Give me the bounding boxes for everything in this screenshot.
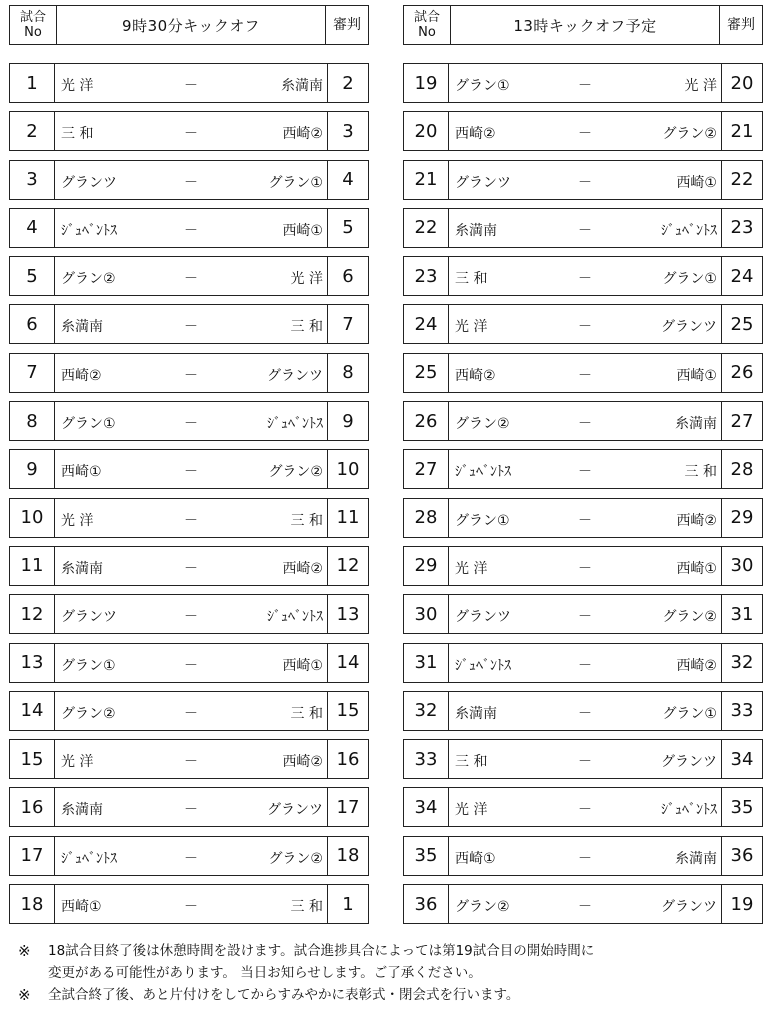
referee-assignment: 26 <box>721 353 763 393</box>
away-team: 糸満南 <box>281 78 323 94</box>
away-team: 西崎① <box>676 560 717 577</box>
referee-assignment: 9 <box>327 401 369 441</box>
match-row <box>9 160 369 200</box>
vs-separator: － <box>184 512 198 529</box>
home-team: グランツ <box>455 174 511 191</box>
match-number: 8 <box>9 401 55 441</box>
match-number: 13 <box>9 643 55 683</box>
home-team: 糸満南 <box>455 705 497 722</box>
home-team: 糸満南 <box>455 222 497 239</box>
vs-separator: － <box>184 464 198 481</box>
vs-separator: － <box>184 850 198 867</box>
away-team: ｼﾞｭﾍﾞﾝﾄｽ <box>661 222 717 239</box>
home-team: 西崎① <box>455 850 496 867</box>
vs-separator: － <box>578 416 592 433</box>
vs-separator: － <box>578 609 592 626</box>
note-mark: ※ <box>18 942 31 960</box>
vs-separator: － <box>184 899 198 916</box>
match-number: 19 <box>403 63 449 103</box>
match-number: 34 <box>403 787 449 827</box>
morning-schedule <box>9 5 369 916</box>
match-teams <box>55 449 327 489</box>
referee-assignment: 7 <box>327 304 369 344</box>
kickoff-title: 9時30分キックオフ <box>57 5 325 45</box>
away-team: 西崎② <box>282 754 323 771</box>
home-team: 三 和 <box>455 271 488 288</box>
home-team: 西崎② <box>61 367 102 384</box>
home-team: 光 洋 <box>455 802 488 819</box>
home-team: 光 洋 <box>455 319 488 336</box>
match-row <box>9 691 369 731</box>
match-row <box>403 739 763 779</box>
vs-separator: － <box>184 222 198 239</box>
match-number: 16 <box>9 787 55 827</box>
referee-assignment: 6 <box>327 256 369 296</box>
referee-assignment: 29 <box>721 498 763 538</box>
match-row <box>403 111 763 151</box>
match-teams <box>449 643 721 683</box>
match-no-header: 試合 No <box>9 5 57 45</box>
match-number: 3 <box>9 160 55 200</box>
match-teams <box>449 787 721 827</box>
match-row <box>403 160 763 200</box>
away-team: 西崎② <box>282 126 323 143</box>
home-team: グラン② <box>455 899 510 916</box>
home-team: 糸満南 <box>61 560 103 577</box>
note-text: 18試合目終了後は休憩時間を設けます。試合進捗具合によっては第19試合目の開始時間に <box>48 943 595 959</box>
home-team: 光 洋 <box>61 754 94 771</box>
match-row <box>403 594 763 634</box>
match-no-header: 試合 No <box>403 5 451 45</box>
vs-separator: － <box>578 271 592 288</box>
vs-separator: － <box>578 754 592 771</box>
match-teams <box>449 594 721 634</box>
match-row <box>403 498 763 538</box>
referee-assignment: 23 <box>721 208 763 248</box>
away-team: 西崎② <box>676 512 717 529</box>
home-team: グランツ <box>61 174 117 191</box>
match-row <box>9 498 369 538</box>
vs-separator: － <box>578 174 592 191</box>
home-team: 西崎② <box>455 367 496 384</box>
note-text: 変更がある可能性があります。 当日お知らせします。ご了承ください。 <box>48 965 482 981</box>
away-team: グランツ <box>661 754 717 771</box>
away-team: 三 和 <box>684 464 717 481</box>
away-team: 西崎② <box>676 657 717 674</box>
match-number: 21 <box>403 160 449 200</box>
note-break-time <box>18 940 758 984</box>
referee-assignment: 4 <box>327 160 369 200</box>
away-team: グラン① <box>662 271 717 288</box>
referee-assignment: 1 <box>327 884 369 924</box>
match-row <box>403 304 763 344</box>
note-ceremony <box>18 984 758 1006</box>
referee-assignment: 3 <box>327 111 369 151</box>
match-number: 9 <box>9 449 55 489</box>
match-number: 4 <box>9 208 55 248</box>
referee-assignment: 5 <box>327 208 369 248</box>
match-teams <box>55 401 327 441</box>
match-number: 15 <box>9 739 55 779</box>
match-row <box>9 401 369 441</box>
referee-assignment: 10 <box>327 449 369 489</box>
referee-assignment: 18 <box>327 836 369 876</box>
referee-assignment: 13 <box>327 594 369 634</box>
match-row <box>403 353 763 393</box>
vs-separator: － <box>578 899 592 916</box>
away-team: グラン② <box>268 850 323 867</box>
match-teams <box>55 643 327 683</box>
vs-separator: － <box>578 464 592 481</box>
referee-assignment: 16 <box>327 739 369 779</box>
referee-assignment: 2 <box>327 63 369 103</box>
match-row <box>403 884 763 924</box>
referee-header: 審判 <box>719 5 763 45</box>
match-number: 20 <box>403 111 449 151</box>
match-teams <box>55 63 327 103</box>
home-team: グランツ <box>61 609 117 626</box>
match-number: 28 <box>403 498 449 538</box>
vs-separator: － <box>578 78 592 94</box>
match-teams <box>449 111 721 151</box>
schedule-header <box>403 5 763 47</box>
away-team: ｼﾞｭﾍﾞﾝﾄｽ <box>267 609 323 626</box>
match-row <box>9 643 369 683</box>
away-team: 西崎① <box>282 657 323 674</box>
match-row <box>403 691 763 731</box>
match-row <box>9 353 369 393</box>
home-team: 西崎① <box>61 899 102 916</box>
vs-separator: － <box>184 78 198 94</box>
match-row <box>403 836 763 876</box>
schedule-header <box>9 5 369 47</box>
vs-separator: － <box>184 126 198 143</box>
home-team: 西崎① <box>61 464 102 481</box>
match-list <box>403 63 763 932</box>
referee-assignment: 20 <box>721 63 763 103</box>
away-team: グランツ <box>661 899 717 916</box>
referee-assignment: 31 <box>721 594 763 634</box>
match-teams <box>449 691 721 731</box>
match-row <box>9 884 369 924</box>
away-team: グランツ <box>661 319 717 336</box>
referee-header: 審判 <box>325 5 369 45</box>
home-team: 糸満南 <box>61 319 103 336</box>
match-number: 29 <box>403 546 449 586</box>
match-number: 33 <box>403 739 449 779</box>
away-team: ｼﾞｭﾍﾞﾝﾄｽ <box>267 416 323 433</box>
match-teams <box>55 691 327 731</box>
match-number: 11 <box>9 546 55 586</box>
referee-assignment: 19 <box>721 884 763 924</box>
vs-separator: － <box>184 174 198 191</box>
away-team: 西崎① <box>282 222 323 239</box>
home-team: ｼﾞｭﾍﾞﾝﾄｽ <box>61 222 117 239</box>
match-number: 12 <box>9 594 55 634</box>
match-row <box>403 63 763 103</box>
referee-assignment: 30 <box>721 546 763 586</box>
away-team: グラン② <box>662 126 717 143</box>
referee-assignment: 28 <box>721 449 763 489</box>
match-number: 18 <box>9 884 55 924</box>
vs-separator: － <box>578 126 592 143</box>
match-number: 2 <box>9 111 55 151</box>
away-team: グランツ <box>267 802 323 819</box>
match-teams <box>55 256 327 296</box>
match-number: 26 <box>403 401 449 441</box>
away-team: 三 和 <box>290 899 323 916</box>
match-teams <box>449 401 721 441</box>
vs-separator: － <box>184 271 198 288</box>
referee-assignment: 11 <box>327 498 369 538</box>
vs-separator: － <box>578 657 592 674</box>
match-row <box>9 546 369 586</box>
home-team: 西崎② <box>455 126 496 143</box>
notes <box>18 940 758 1006</box>
home-team: ｼﾞｭﾍﾞﾝﾄｽ <box>455 464 511 481</box>
match-number: 17 <box>9 836 55 876</box>
match-row <box>403 256 763 296</box>
match-teams <box>55 594 327 634</box>
home-team: 三 和 <box>455 754 488 771</box>
away-team: グラン① <box>662 705 717 722</box>
away-team: グランツ <box>267 367 323 384</box>
match-number: 30 <box>403 594 449 634</box>
home-team: 糸満南 <box>61 802 103 819</box>
afternoon-schedule <box>403 5 763 916</box>
match-number: 36 <box>403 884 449 924</box>
match-teams <box>449 353 721 393</box>
match-teams <box>55 546 327 586</box>
match-number: 1 <box>9 63 55 103</box>
match-row <box>403 401 763 441</box>
match-number: 7 <box>9 353 55 393</box>
away-team: 西崎① <box>676 367 717 384</box>
home-team: グランツ <box>455 609 511 626</box>
referee-assignment: 21 <box>721 111 763 151</box>
away-team: グラン① <box>268 174 323 191</box>
match-teams <box>55 304 327 344</box>
away-team: 西崎① <box>676 174 717 191</box>
match-teams <box>449 304 721 344</box>
vs-separator: － <box>184 560 198 577</box>
match-row <box>403 546 763 586</box>
home-team: グラン② <box>61 705 116 722</box>
match-row <box>9 304 369 344</box>
referee-assignment: 14 <box>327 643 369 683</box>
vs-separator: － <box>578 560 592 577</box>
match-number: 22 <box>403 208 449 248</box>
referee-assignment: 15 <box>327 691 369 731</box>
match-row <box>403 449 763 489</box>
match-row <box>9 111 369 151</box>
vs-separator: － <box>578 222 592 239</box>
home-team: 三 和 <box>61 126 94 143</box>
match-teams <box>55 787 327 827</box>
home-team: グラン① <box>455 512 510 529</box>
match-teams <box>55 160 327 200</box>
vs-separator: － <box>578 705 592 722</box>
vs-separator: － <box>184 367 198 384</box>
match-teams <box>55 836 327 876</box>
vs-separator: － <box>578 850 592 867</box>
match-row <box>403 208 763 248</box>
vs-separator: － <box>578 512 592 529</box>
home-team: グラン② <box>455 416 510 433</box>
referee-assignment: 24 <box>721 256 763 296</box>
vs-separator: － <box>184 802 198 819</box>
match-row <box>9 787 369 827</box>
home-team: 光 洋 <box>61 78 94 94</box>
referee-assignment: 33 <box>721 691 763 731</box>
vs-separator: － <box>578 319 592 336</box>
match-teams <box>449 884 721 924</box>
away-team: 光 洋 <box>684 78 717 94</box>
match-row <box>9 208 369 248</box>
match-row <box>403 787 763 827</box>
away-team: グラン② <box>268 464 323 481</box>
home-team: グラン① <box>61 416 116 433</box>
match-teams <box>449 208 721 248</box>
match-number: 31 <box>403 643 449 683</box>
vs-separator: － <box>578 802 592 819</box>
referee-assignment: 35 <box>721 787 763 827</box>
match-row <box>9 256 369 296</box>
home-team: ｼﾞｭﾍﾞﾝﾄｽ <box>455 657 511 674</box>
match-number: 32 <box>403 691 449 731</box>
match-number: 24 <box>403 304 449 344</box>
home-team: グラン② <box>61 271 116 288</box>
referee-assignment: 32 <box>721 643 763 683</box>
match-teams <box>449 449 721 489</box>
match-number: 5 <box>9 256 55 296</box>
match-number: 27 <box>403 449 449 489</box>
match-teams <box>55 353 327 393</box>
match-row <box>9 739 369 779</box>
match-teams <box>55 498 327 538</box>
match-row <box>403 643 763 683</box>
match-row <box>9 63 369 103</box>
match-teams <box>55 884 327 924</box>
vs-separator: － <box>184 319 198 336</box>
referee-assignment: 36 <box>721 836 763 876</box>
match-teams <box>449 836 721 876</box>
home-team: グラン① <box>455 78 510 94</box>
referee-assignment: 25 <box>721 304 763 344</box>
away-team: 三 和 <box>290 512 323 529</box>
match-row <box>9 836 369 876</box>
vs-separator: － <box>578 367 592 384</box>
vs-separator: － <box>184 705 198 722</box>
away-team: 糸満南 <box>675 416 717 433</box>
match-teams <box>449 63 721 103</box>
match-teams <box>449 739 721 779</box>
referee-assignment: 34 <box>721 739 763 779</box>
match-teams <box>449 546 721 586</box>
away-team: グラン② <box>662 609 717 626</box>
away-team: 三 和 <box>290 705 323 722</box>
away-team: ｼﾞｭﾍﾞﾝﾄｽ <box>661 802 717 819</box>
away-team: 光 洋 <box>290 271 323 288</box>
home-team: 光 洋 <box>61 512 94 529</box>
match-number: 6 <box>9 304 55 344</box>
referee-assignment: 27 <box>721 401 763 441</box>
match-teams <box>55 111 327 151</box>
home-team: 光 洋 <box>455 560 488 577</box>
match-teams <box>449 160 721 200</box>
referee-assignment: 17 <box>327 787 369 827</box>
note-mark: ※ <box>18 986 31 1004</box>
referee-assignment: 22 <box>721 160 763 200</box>
away-team: 西崎② <box>282 560 323 577</box>
home-team: ｼﾞｭﾍﾞﾝﾄｽ <box>61 850 117 867</box>
vs-separator: － <box>184 754 198 771</box>
referee-assignment: 12 <box>327 546 369 586</box>
match-number: 25 <box>403 353 449 393</box>
match-list <box>9 63 369 932</box>
match-teams <box>55 208 327 248</box>
vs-separator: － <box>184 609 198 626</box>
match-teams <box>449 256 721 296</box>
note-text: 全試合終了後、あと片付けをしてからすみやかに表彰式・閉会式を行います。 <box>48 987 520 1003</box>
match-row <box>9 594 369 634</box>
referee-assignment: 8 <box>327 353 369 393</box>
match-number: 35 <box>403 836 449 876</box>
match-row <box>9 449 369 489</box>
away-team: 三 和 <box>290 319 323 336</box>
vs-separator: － <box>184 657 198 674</box>
kickoff-title: 13時キックオフ予定 <box>451 5 719 45</box>
home-team: グラン① <box>61 657 116 674</box>
match-number: 10 <box>9 498 55 538</box>
match-teams <box>449 498 721 538</box>
match-number: 23 <box>403 256 449 296</box>
vs-separator: － <box>184 416 198 433</box>
match-number: 14 <box>9 691 55 731</box>
away-team: 糸満南 <box>675 850 717 867</box>
match-teams <box>55 739 327 779</box>
